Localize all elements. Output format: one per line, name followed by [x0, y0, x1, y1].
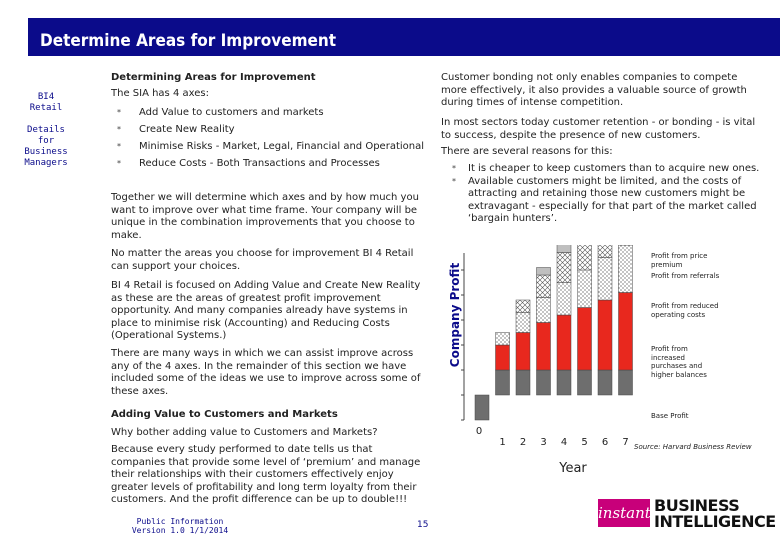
sidebar-details-line: for [37, 136, 55, 146]
x-tick-label: 3 [540, 437, 547, 448]
footer-classification [120, 517, 240, 535]
page-title: Determine Areas for Improvement [40, 31, 337, 51]
logo-instant: instant [598, 499, 650, 527]
bar-segment-1 [557, 315, 571, 370]
x-tick-label: 6 [601, 437, 609, 448]
company-logo [598, 497, 774, 533]
list-item [452, 176, 760, 226]
bar-segment-3 [537, 275, 551, 298]
list-item [111, 138, 431, 155]
paragraph: There are many ways in which we can assist improve across any of the 4 axes. In the remainder of this section we have included some of the ideas we use to improve across some of these axes. [111, 348, 421, 397]
paragraph: No matter the areas you choose for improvement BI 4 Retail can support your choices. [111, 248, 414, 272]
paragraph: Together we will determine which axes and by how much you want to improve over what time frame. Your company will be unique in the combination improvements that you choose to make. [111, 192, 419, 241]
legend-increased-purchases: Profit from increased purchases and higher balances [651, 345, 707, 379]
bullet-icon: * [117, 108, 121, 117]
bar-segment-0 [475, 395, 489, 420]
footer-line2: Version 1.0 1/1/2014 [131, 526, 229, 535]
bullet-icon: * [117, 125, 121, 134]
bar-segment-2 [496, 333, 510, 346]
paragraph: Why bother adding value to Customers and Markets? [111, 427, 378, 438]
title-banner [0, 18, 780, 56]
list-item-text: It is cheaper to keep customers than to acquire new ones. [468, 163, 760, 174]
legend-referrals: Profit from referrals [651, 272, 720, 280]
sidebar-brand-line1: BI4 [37, 92, 55, 102]
bar-segment-0 [557, 370, 571, 395]
legend-base-profit: Base Profit [651, 412, 689, 420]
bar-segment-2 [598, 258, 612, 301]
list-item [111, 155, 431, 172]
bar-segment-0 [619, 370, 633, 395]
x-tick-label: 7 [622, 437, 629, 448]
legend-price-premium: Profit from price premium [651, 252, 708, 269]
paragraph: Because every study performed to date tells us that companies that provide some level of ‘premium’ and manage their relationships with their customers effectively enjoy greater levels of profitability and long term loyalty from their customers. And the profit difference can be up to double!!! [111, 444, 421, 505]
bar-segment-2 [516, 313, 530, 333]
bar-segment-0 [516, 370, 530, 395]
footer-line1: Public Information [136, 517, 224, 526]
x-tick-label: 5 [581, 437, 588, 448]
bar-segment-2 [619, 245, 633, 293]
x-tick-label: 1 [499, 437, 506, 448]
bullet-icon: * [452, 164, 456, 173]
bar-segment-1 [516, 333, 530, 371]
axes-intro: The SIA has 4 axes: [111, 88, 209, 99]
bar-segment-1 [598, 300, 612, 370]
list-item-text: Create New Reality [139, 124, 235, 135]
paragraph: Customer bonding not only enables companies to compete more effectively, it also provides a valuable source of growth during times of intense competition. [441, 72, 747, 108]
bar-segment-4 [557, 245, 571, 253]
banner-stripe [0, 18, 28, 56]
list-item [111, 104, 431, 121]
bar-segment-2 [557, 283, 571, 316]
x-axis-label: Year [559, 461, 587, 476]
bar-segment-3 [516, 300, 530, 313]
list-item [452, 163, 760, 176]
bar-segment-1 [578, 308, 592, 371]
bar-segment-1 [537, 323, 551, 371]
section-heading: Determining Areas for Improvement [111, 72, 316, 83]
bar-segment-2 [537, 298, 551, 323]
x-tick-label: 0 [475, 426, 483, 437]
reasons-list [452, 163, 760, 226]
page-number: 15 [417, 520, 429, 530]
sidebar-details [20, 125, 72, 169]
paragraph: In most sectors today customer retention - or bonding - is vital to success, despite the presence of new customers. [441, 117, 756, 141]
logo-business: BUSINESS [654, 496, 740, 515]
bar-segment-1 [619, 293, 633, 371]
x-tick-label: 4 [560, 437, 568, 448]
bar-segment-0 [578, 370, 592, 395]
legend-operating-costs: Profit from reduced operating costs [651, 302, 719, 319]
sidebar-brand-line2: Retail [29, 103, 63, 113]
section-heading: Adding Value to Customers and Markets [111, 409, 338, 420]
list-item-text: Reduce Costs - Both Transactions and Processes [139, 158, 380, 169]
bar-segment-3 [557, 253, 571, 283]
bar-segment-3 [598, 245, 612, 258]
bar-segment-1 [496, 345, 510, 370]
x-tick-label: 2 [519, 437, 527, 448]
bar-segment-3 [578, 245, 592, 270]
axes-list [111, 104, 431, 172]
list-item-text: Minimise Risks - Market, Legal, Financial and Operational [139, 141, 425, 152]
sidebar-details-line: Managers [24, 158, 68, 168]
list-item [111, 121, 431, 138]
bar-segment-2 [578, 270, 592, 308]
sidebar-brand [20, 92, 72, 114]
bullet-icon: * [452, 176, 456, 186]
list-item-text: Available customers might be limited, and the costs of attracting and retaining those new customers might be extravagant - especially for that part of the market called ‘bargain hunters’. [468, 175, 757, 224]
sidebar-details-line: Business [24, 147, 68, 157]
paragraph: BI 4 Retail is focused on Adding Value and Create New Reality as these are the areas of greatest profit improvement opportunity. And many companies already have systems in place to minimise risk (Accounting) and Reducing Costs (Operational Systems.) [111, 280, 421, 341]
bar-segment-0 [537, 370, 551, 395]
bar-segment-0 [496, 370, 510, 395]
paragraph: There are several reasons for this: [441, 146, 613, 157]
bullet-icon: * [117, 159, 121, 168]
bar-segment-0 [598, 370, 612, 395]
list-item-text: Add Value to customers and markets [139, 107, 324, 118]
logo-intelligence: INTELLIGENCE [654, 512, 776, 531]
y-axis-label: Company Profit [448, 262, 462, 368]
bullet-icon: * [117, 142, 121, 151]
bar-segment-4 [537, 268, 551, 276]
sidebar-details-line: Details [27, 125, 65, 135]
chart-source: Source: Harvard Business Review [634, 443, 752, 451]
